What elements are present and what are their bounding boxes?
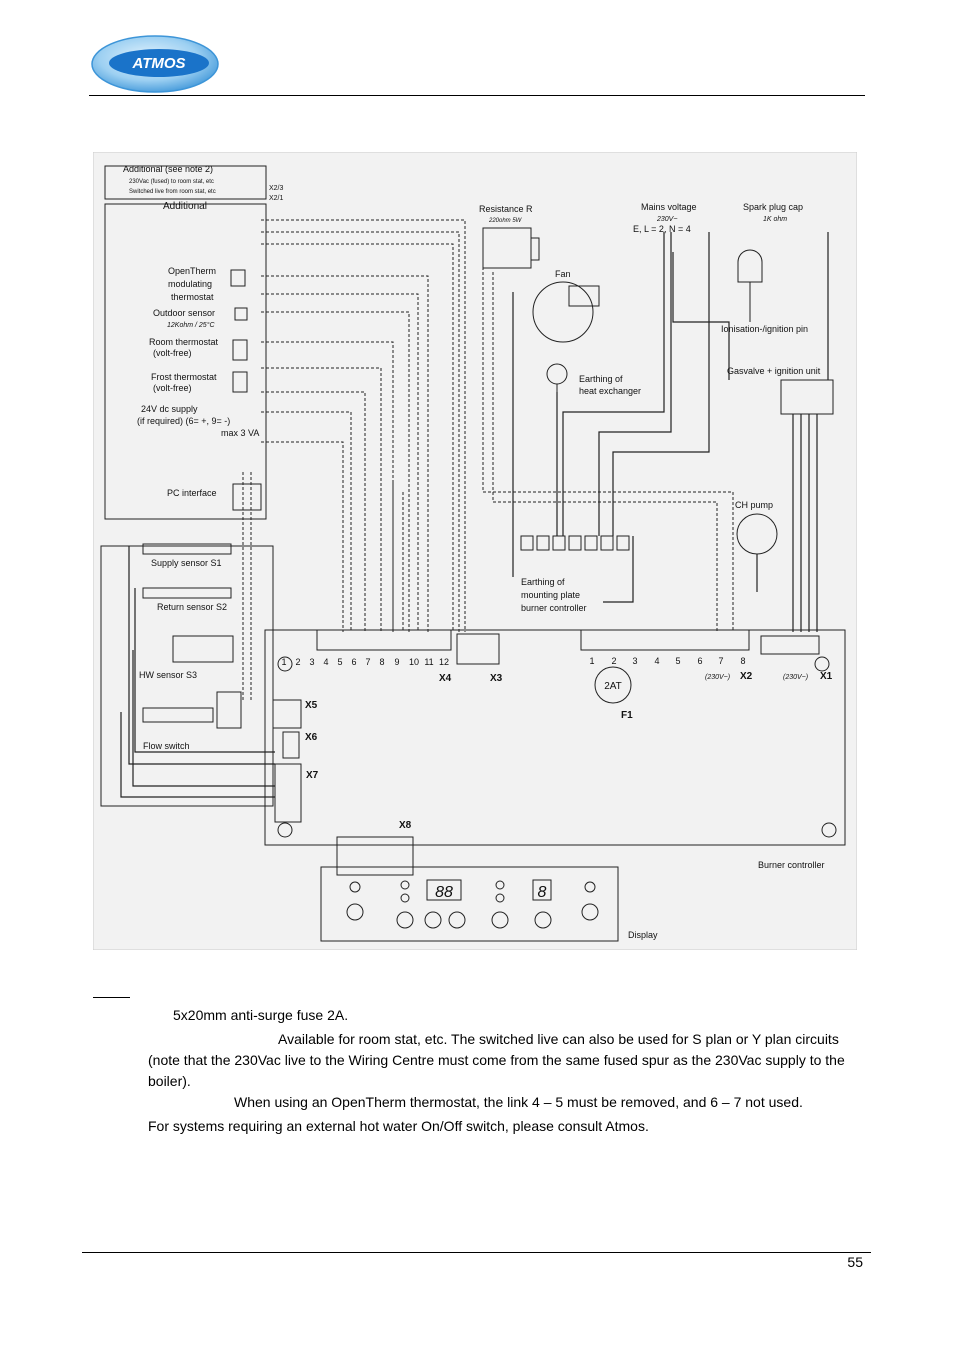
header-rule <box>89 95 865 96</box>
x2-terminal-number: 8 <box>740 656 746 666</box>
spark-value: 1K ohm <box>763 216 788 223</box>
ionisation-label: Ionisation-/ignition pin <box>721 324 809 334</box>
resistance-label: Resistance R <box>479 204 533 214</box>
x4-terminal-number: 10 <box>408 657 420 667</box>
return-sensor-label: Return sensor S2 <box>157 602 228 612</box>
x2-terminal-number: 3 <box>632 656 638 666</box>
opentherm-label-3: thermostat <box>171 292 214 302</box>
connector-x8: X8 <box>399 820 412 831</box>
x2-terminal-number: 4 <box>654 656 660 666</box>
room-thermostat-label: Room thermostat <box>149 337 219 347</box>
outdoor-sensor-value: 12Kohm / 25°C <box>167 322 215 329</box>
spark-label: Spark plug cap <box>743 202 804 212</box>
additional-line2: Switched live from room stat, etc <box>129 189 216 195</box>
room-thermostat-note: (volt-free) <box>153 348 192 358</box>
x2-terminal-number: 5 <box>675 656 681 666</box>
note-fuse: 5x20mm anti-surge fuse 2A. <box>173 1007 349 1023</box>
earthing-hx-label-1: Earthing of <box>579 374 623 384</box>
gasvalve-label: Gasvalve + ignition unit <box>727 366 821 376</box>
outdoor-sensor-label: Outdoor sensor <box>153 308 216 318</box>
pc-interface-label: PC interface <box>167 488 217 498</box>
wiring-diagram <box>93 152 857 950</box>
atmos-logo <box>90 34 220 94</box>
flow-switch-label: Flow switch <box>143 741 190 751</box>
additional-line1: 230Vac (fused) to room stat, etc <box>129 179 214 185</box>
x4-terminal-number: 7 <box>365 657 371 667</box>
x2-voltage: (230V~) <box>705 674 731 681</box>
x2-terminal-number: 6 <box>697 656 703 666</box>
earthing-plate-label-1: Earthing of <box>521 577 565 587</box>
resistance-value: 220ohm 5W <box>489 218 522 224</box>
x1-voltage: (230V~) <box>783 674 809 681</box>
connector-x7: X7 <box>306 770 319 781</box>
dc-supply-label: 24V dc supply <box>141 404 198 414</box>
opentherm-label-2: modulating <box>168 279 213 289</box>
additional-label: Additional <box>163 201 207 212</box>
connector-x3: X3 <box>490 673 503 684</box>
supply-sensor-label: Supply sensor S1 <box>151 558 222 568</box>
display-digits-big: 88 <box>435 884 453 901</box>
x2-terminal-number: 2 <box>611 656 617 666</box>
display-label: Display <box>628 930 658 940</box>
additional-box-title: Additional (see note 2) <box>123 164 214 174</box>
x4-terminal-number: 8 <box>379 657 385 667</box>
mains-voltage: 230V~ <box>657 216 678 223</box>
x4-terminal-number: 12 <box>438 657 450 667</box>
connector-x1: X1 <box>820 671 833 682</box>
connector-x5: X5 <box>305 700 318 711</box>
x4-terminal-number: 6 <box>351 657 357 667</box>
notes-rule <box>93 997 130 998</box>
connector-x6: X6 <box>305 732 318 743</box>
x4-terminal-number: 9 <box>394 657 400 667</box>
logo-text: ATMOS <box>132 55 186 72</box>
note-hot-water: For systems requiring an external hot water On/Off switch, please consult Atmos. <box>148 1118 649 1134</box>
page-number: 55 <box>847 1254 863 1270</box>
frost-thermostat-label: Frost thermostat <box>151 372 217 382</box>
burner-controller-label: Burner controller <box>758 860 825 870</box>
connector-x2: X2 <box>740 671 753 682</box>
x4-terminal-number: 2 <box>295 657 301 667</box>
x2-terminal-number: 1 <box>589 656 595 666</box>
terminal-x2-1: X2/1 <box>269 195 284 202</box>
earthing-plate-label-3: burner controller <box>521 603 587 613</box>
frost-thermostat-note: (volt-free) <box>153 383 192 393</box>
terminal-x2-3: X2/3 <box>269 185 284 192</box>
hw-sensor-label: HW sensor S3 <box>139 670 198 680</box>
note-additional: Available for room stat, etc. The switched live can also be used for S plan or Y plan circuits (note that the 230Vac live to the Wiring Centre must come from the same fused spur as the 230Vac supply to the boiler). <box>148 1031 845 1089</box>
ch-pump-label: CH pump <box>735 500 774 510</box>
earthing-plate-label-2: mounting plate <box>521 590 581 600</box>
dc-supply-note: (if required) (6= +, 9= -) <box>137 416 231 426</box>
mains-terminals: E, L = 2, N = 4 <box>633 224 691 234</box>
opentherm-label-1: OpenTherm <box>168 266 217 276</box>
x4-terminal-number: 11 <box>424 657 434 667</box>
fuse-value: 2AT <box>604 681 622 692</box>
mains-label: Mains voltage <box>641 202 697 212</box>
x4-terminal-number: 3 <box>309 657 315 667</box>
x4-terminal-number: 5 <box>337 657 343 667</box>
footer-rule <box>82 1252 871 1253</box>
fan-label: Fan <box>555 269 571 279</box>
note-opentherm: When using an OpenTherm thermostat, the link 4 – 5 must be removed, and 6 – 7 not used. <box>234 1094 803 1110</box>
earthing-hx-label-2: heat exchanger <box>579 386 642 396</box>
connector-x4: X4 <box>439 673 452 684</box>
fuse-label: F1 <box>621 710 633 721</box>
x2-terminal-number: 7 <box>718 656 724 666</box>
x4-terminal-number: 4 <box>323 657 329 667</box>
display-digit-small: 8 <box>537 884 547 901</box>
dc-supply-max: max 3 VA <box>221 428 260 438</box>
x4-terminal-number: 1 <box>281 657 287 667</box>
